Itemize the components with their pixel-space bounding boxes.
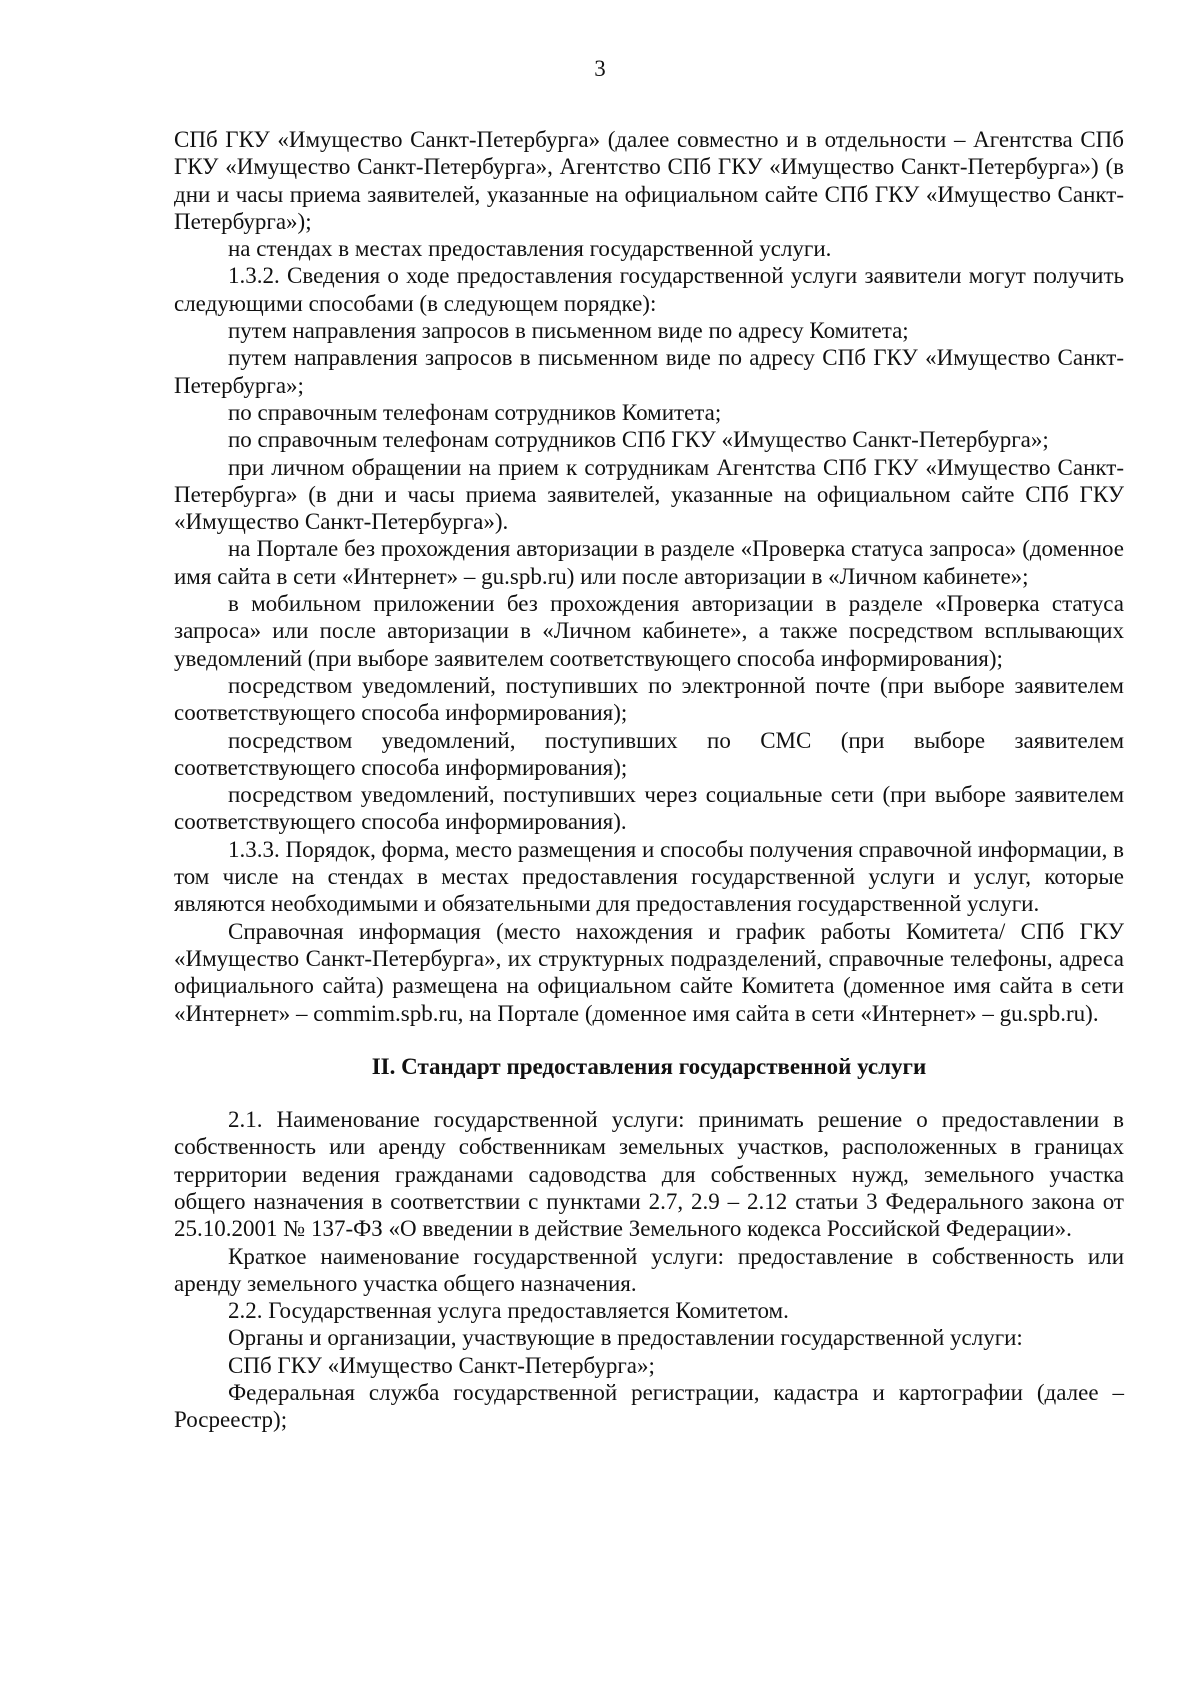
document-body: [174, 126, 1124, 1434]
section-2-paragraphs: [174, 1106, 1124, 1434]
paragraph: Федеральная служба государственной регистрации, кадастра и картографии (далее – Росреестр);: [174, 1380, 1124, 1433]
section-heading: II. Стандарт предоставления государственной услуги: [371, 1053, 927, 1079]
paragraph: по справочным телефонам сотрудников СПб ГКУ «Имущество Санкт-Петербурга»;: [228, 427, 1049, 453]
paragraph: на Портале без прохождения авторизации в разделе «Проверка статуса запроса» (доменное имя сайта в сети «Интернет» – gu.spb.ru) или после авторизации в «Личном кабинете»;: [174, 536, 1124, 589]
paragraph: Краткое наименование государственной услуги: предоставление в собственность или аренду земельного участка общего назначения.: [174, 1243, 1124, 1296]
paragraph: посредством уведомлений, поступивших по электронной почте (при выборе заявителем соответствующего способа информирования);: [174, 672, 1124, 726]
paragraph: при личном обращении на прием к сотрудникам Агентства СПб ГКУ «Имущество Санкт-Петербурга» (в дни и часы приема заявителей, указанные на официальном сайте СПб ГКУ «Имущество Санкт-Петербурга»).: [174, 454, 1124, 535]
paragraph: 1.3.3. Порядок, форма, место размещения и способы получения справочной информации, в том числе на стендах в местах предоставления государственной услуги и услуг, которые являются необходимыми и обязательными для предоставления государственной услуги.: [174, 836, 1124, 917]
paragraph: путем направления запросов в письменном виде по адресу СПб ГКУ «Имущество Санкт-Петербурга»;: [174, 345, 1124, 398]
paragraph: СПб ГКУ «Имущество Санкт-Петербурга»;: [228, 1352, 655, 1378]
paragraph: СПб ГКУ «Имущество Санкт-Петербурга» (далее совместно и в отдельности – Агентства СПб ГКУ «Имущество Санкт-Петербурга», Агентство СПб ГКУ «Имущество Санкт-Петербурга») (в дни и часы приема заявителей, указанные на официальном сайте СПб ГКУ «Имущество Санкт-Петербурга»);: [174, 127, 1124, 234]
paragraph: Справочная информация (место нахождения и график работы Комитета/ СПб ГКУ «Имущество Санкт-Петербурга», их структурных подразделений, справочные телефоны, адреса официального сайта) размещена на официальном сайте Комитета (доменное имя сайта в сети «Интернет» – commim.spb.ru, на Портале (доменное имя сайта в сети «Интернет» – gu.spb.ru).: [174, 918, 1124, 1026]
paragraph: в мобильном приложении без прохождения авторизации в разделе «Проверка статуса запроса» или после авторизации в «Личном кабинете», а также посредством всплывающих уведомлений (при выборе заявителем соответствующего способа информирования);: [174, 591, 1124, 671]
page-number: 3: [594, 56, 606, 81]
paragraph: 1.3.2. Сведения о ходе предоставления государственной услуги заявители могут получить следующими способами (в следующем порядке):: [174, 263, 1124, 316]
section-1-3-paragraphs: [174, 126, 1124, 1027]
paragraph: посредством уведомлений, поступивших по СМС (при выборе заявителем соответствующего способа информирования);: [174, 727, 1124, 780]
paragraph: путем направления запросов в письменном виде по адресу Комитета;: [228, 318, 909, 344]
paragraph: 2.1. Наименование государственной услуги: принимать решение о предоставлении в собственность или аренду собственникам земельных участков, расположенных в границах территории ведения гражданами садоводства для собственных нужд, земельного участка общего назначения в соответствии с пунктами 2.7, 2.9 – 2.12 статьи 3 Федерального закона от 25.10.2001 № 137-ФЗ «О введении в действие Земельного кодекса Российской Федерации».: [174, 1107, 1124, 1242]
paragraph: Органы и организации, участвующие в предоставлении государственной услуги:: [228, 1325, 1023, 1351]
paragraph: по справочным телефонам сотрудников Комитета;: [228, 399, 722, 425]
paragraph: посредством уведомлений, поступивших через социальные сети (при выборе заявителем соответствующего способа информирования).: [174, 782, 1124, 835]
paragraph: на стендах в местах предоставления государственной услуги.: [228, 236, 832, 262]
paragraph: 2.2. Государственная услуга предоставляется Комитетом.: [228, 1298, 789, 1324]
